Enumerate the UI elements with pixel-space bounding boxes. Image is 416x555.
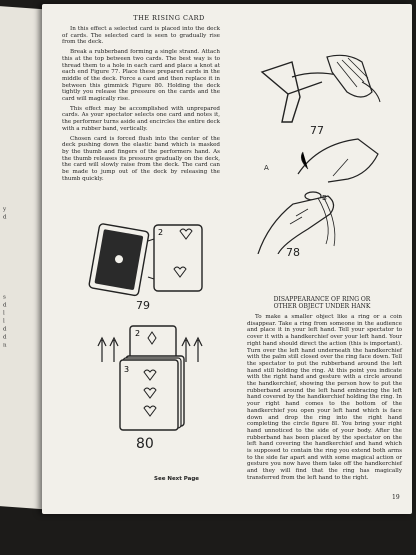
paragraph: In this effect a selected card is placed into the deck of cards. The selected card is seen to gradually rise from the deck. [62,26,220,46]
left-page-fragment: d [3,326,7,333]
left-page-fragment: y [3,206,7,213]
figure-77-number: 77 [310,124,324,137]
book-page [42,4,412,514]
left-page-fragment: n [3,342,7,349]
left-page-fragment: l [3,318,5,325]
card-index: 2 [135,329,141,338]
card-index: 3 [124,365,130,374]
paragraph: Chosen card is forced flush into the center of the deck pushing down the elastic band which is masked by the thumb and fingers of the performers hand. As the thumb releases its pressure gradually on the deck, the card will slowly raise from the deck. The card can be made to jump out of the deck by releasing the thumb quickly. [62,135,220,182]
left-page-fragment: d [3,302,7,309]
paragraph: Break a rubberband forming a single strand. Attach this at the top between two cards. The best way is to thread them to a hole in each card and place a knot at each end Figure 77. Place these prepared cards in the middle of the deck. Force a card and then replace it in between this gimmick Figure 80. Holding the deck tightly you release the pressure on the cards and the card will magically rise. [62,49,220,103]
figure-77-illustration [252,52,382,132]
figure-78-label-a: A [264,164,269,172]
figure-80-illustration [94,322,214,432]
figure-80-number: 80 [136,436,154,452]
section-title-line: OTHER OBJECT UNDER HANK [273,303,371,310]
figure-78-illustration [238,134,388,254]
figure-79-illustration [88,219,216,299]
ring-section-text [247,314,402,485]
section-title [247,296,397,310]
left-page-fragment: l [3,310,5,317]
section-title-line: DISAPPEARANCE OF RING OR [273,296,371,303]
paragraph: To make a smaller object like a ring or a coin disappear. Take a ring from someone in the audience and place it in your left hand. Tell your spectator to cover it with a handkerchief over your left hand. Your right hand should direct the action (this is important). Turn over the left hand underneath the handkerchief with the palm still closed over the ring face down. Tell the spectator to put the rubberband around the left hand still holding the ring. At this point you indicate with the right hand and gesture with a circle around the handkerchief, showing the person how to put the rubberband around the left hand embracing the left hand covered by the handkerchief holding the ring. In your right hand comes to the bottom of the handkerchief you open your left hand which is face down and drop the ring into the right hand completing the circle figure 8I. You bring your right hand unnoticed to the side of your body. After the rubberband has been placed by the spectator on the left hand covering the handkerchief and hand which is supposed to contain the ring you extend both arms to the side far apart and with some magical action or gesture you now have them take off the handkerchief and they will find that the ring has magically transferred from the left hand to the right. [247,314,402,481]
see-next-page: See Next Page [154,476,200,482]
paragraph: This effect may be accomplished with unprepared cards. As your spectator selects one card and notes it, the performer turns aside and encircles the entire deck with a rubber band, vertically. [62,105,220,132]
figure-79-number: 79 [136,299,150,312]
running-head: THE RISING CARD [133,14,205,22]
figure-78-number: 78 [286,246,300,259]
page-number: 19 [392,494,400,501]
card-index: 2 [158,228,164,237]
rising-card-text [62,26,220,185]
left-page-fragment: d [3,334,7,341]
figure-78-label-b: B [322,194,327,202]
left-page-fragment: s [3,294,6,301]
left-page-fragment: d [3,214,7,221]
